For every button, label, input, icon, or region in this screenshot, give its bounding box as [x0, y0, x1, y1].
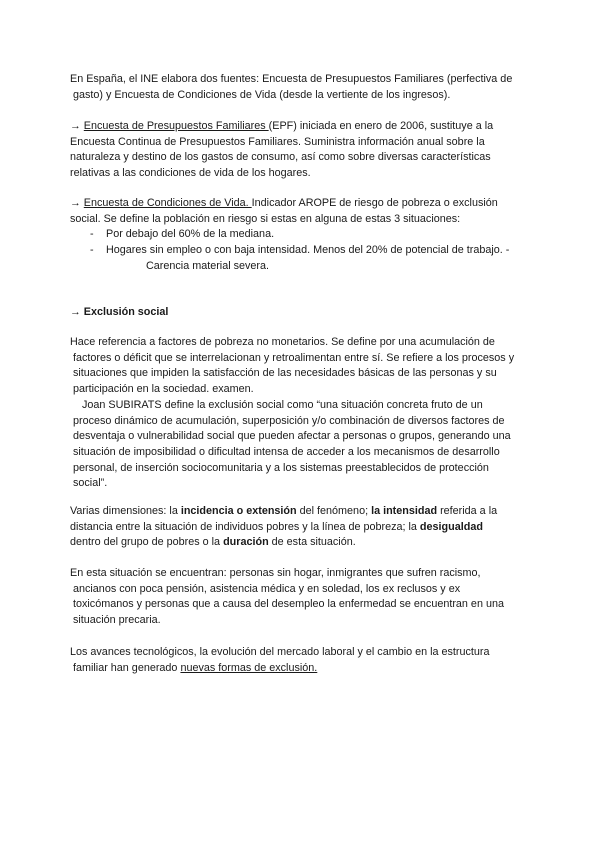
section-heading-text: Exclusión social: [83, 306, 169, 318]
dims-line-2: [70, 520, 530, 536]
epf-paragraph: [70, 119, 530, 182]
arrow-icon: →: [70, 306, 84, 318]
list-continuation: Carencia material severa.: [146, 259, 270, 272]
intro-line-2: gasto) y Encuesta de Condiciones de Vida (desde la vertiente de los ingresos).: [73, 88, 451, 101]
epf-line-2: Encuesta Continua de Presupuestos Familiares. Suministra información anual sobre la: [70, 135, 485, 148]
p2-line: social”.: [73, 477, 108, 490]
p5-line-1: Los avances tecnológicos, la evolución del mercado laboral y el cambio en la estructura: [70, 646, 490, 658]
list-item: [70, 227, 530, 243]
p1-line: situaciones que impiden la satisfacción de las necesidades básicas de las personas y su: [73, 367, 497, 380]
arrow-icon: →: [70, 120, 84, 132]
list-item-text: Hogares sin empleo o con baja intensidad. Menos del 20% de potencial de trabajo. -: [106, 244, 510, 257]
ecv-paragraph: [70, 196, 530, 275]
bullet-dash-icon: -: [90, 244, 94, 257]
bullet-dash-icon: -: [90, 228, 94, 241]
dimensions-paragraph: [70, 504, 530, 551]
bold-term: duración: [223, 536, 269, 549]
p1-line: factores o déficit que se interrelacionan y retroalimentan entre sí. Se refiere a los procesos y: [73, 351, 515, 364]
epf-line-1: [70, 119, 530, 135]
text: referida a la: [437, 505, 498, 517]
text: Varias dimensiones: la: [70, 505, 181, 517]
p1-line: Hace referencia a factores de pobreza no monetarios. Se define por una acumulación de: [70, 336, 495, 348]
ecv-line-1: [70, 196, 530, 212]
text: distancia entre la situación de individuos pobres y la línea de pobreza; la: [70, 520, 420, 533]
p1-line: participación en la sociedad. examen.: [73, 383, 254, 396]
p5-line-2: [70, 661, 530, 677]
intro-paragraph: [70, 72, 530, 103]
epf-line-4: relativas a las condiciones de vida de los hogares.: [70, 167, 311, 180]
new-exclusion-link[interactable]: nuevas formas de exclusión.: [180, 661, 318, 674]
text: dentro del grupo de pobres o la: [70, 536, 224, 549]
arrow-icon: →: [70, 197, 84, 209]
ecv-line-1-rest: Indicador AROPE de riesgo de pobreza o exclusión: [251, 197, 498, 209]
p2-line: desventaja o vulnerabilidad social que pueden afectar a personas o grupos, generando una: [73, 430, 511, 443]
ecv-link[interactable]: Encuesta de Condiciones de Vida.: [83, 197, 252, 209]
p4-line: En esta situación se encuentran: personas sin hogar, inmigrantes que sufren racismo,: [70, 567, 481, 579]
p4-line: situación precaria.: [73, 614, 161, 627]
epf-line-1-rest: (EPF) iniciada en enero de 2006, sustituye a la: [268, 120, 494, 132]
groups-paragraph: [70, 566, 530, 629]
definition-paragraph: [70, 335, 530, 492]
text: de esta situación.: [268, 536, 356, 549]
section-heading: [70, 305, 530, 321]
intro-line-1: En España, el INE elabora dos fuentes: Encuesta de Presupuestos Familiares (perfectiva de: [70, 73, 513, 85]
bold-term: la intensidad: [371, 505, 438, 517]
p2-line: personal, de inserción sociocomunitaria y a los sistemas preestablecidos de protección: [73, 461, 489, 474]
bold-term: desigualdad: [419, 520, 483, 533]
text: familiar han generado: [73, 661, 181, 674]
closing-paragraph: [70, 645, 530, 676]
p2-line: situación de imposibilidad o dificultad intensa de acceder a los mecanismos de desarrollo: [73, 445, 500, 458]
p4-line: ancianos con poca pensión, asistencia médica y en soledad, los ex reclusos y ex: [73, 582, 461, 595]
p2-line: Joan SUBIRATS define la exclusión social como “una situación concreta fruto de un: [82, 398, 483, 411]
epf-link[interactable]: Encuesta de Presupuestos Familiares: [83, 120, 269, 132]
list-item-text: Por debajo del 60% de la mediana.: [106, 228, 275, 241]
dims-line-1: [70, 504, 530, 520]
text: del fenómeno;: [296, 505, 372, 517]
ecv-line-2: social. Se define la población en riesgo si estas en alguna de estas 3 situaciones:: [70, 212, 461, 225]
list-item: [70, 243, 530, 259]
p2-line: proceso dinámico de acumulación, superposición y/o combinación de diversos factores de: [73, 414, 505, 427]
dims-line-3: [70, 535, 530, 551]
p4-line: toxicómanos y personas que a causa del desempleo la enfermedad se encuentran en una: [73, 598, 504, 611]
epf-line-3: naturaleza y destino de los gastos de consumo, así como sobre diversas características: [70, 151, 491, 164]
bold-term: incidencia o extensión: [180, 505, 297, 517]
